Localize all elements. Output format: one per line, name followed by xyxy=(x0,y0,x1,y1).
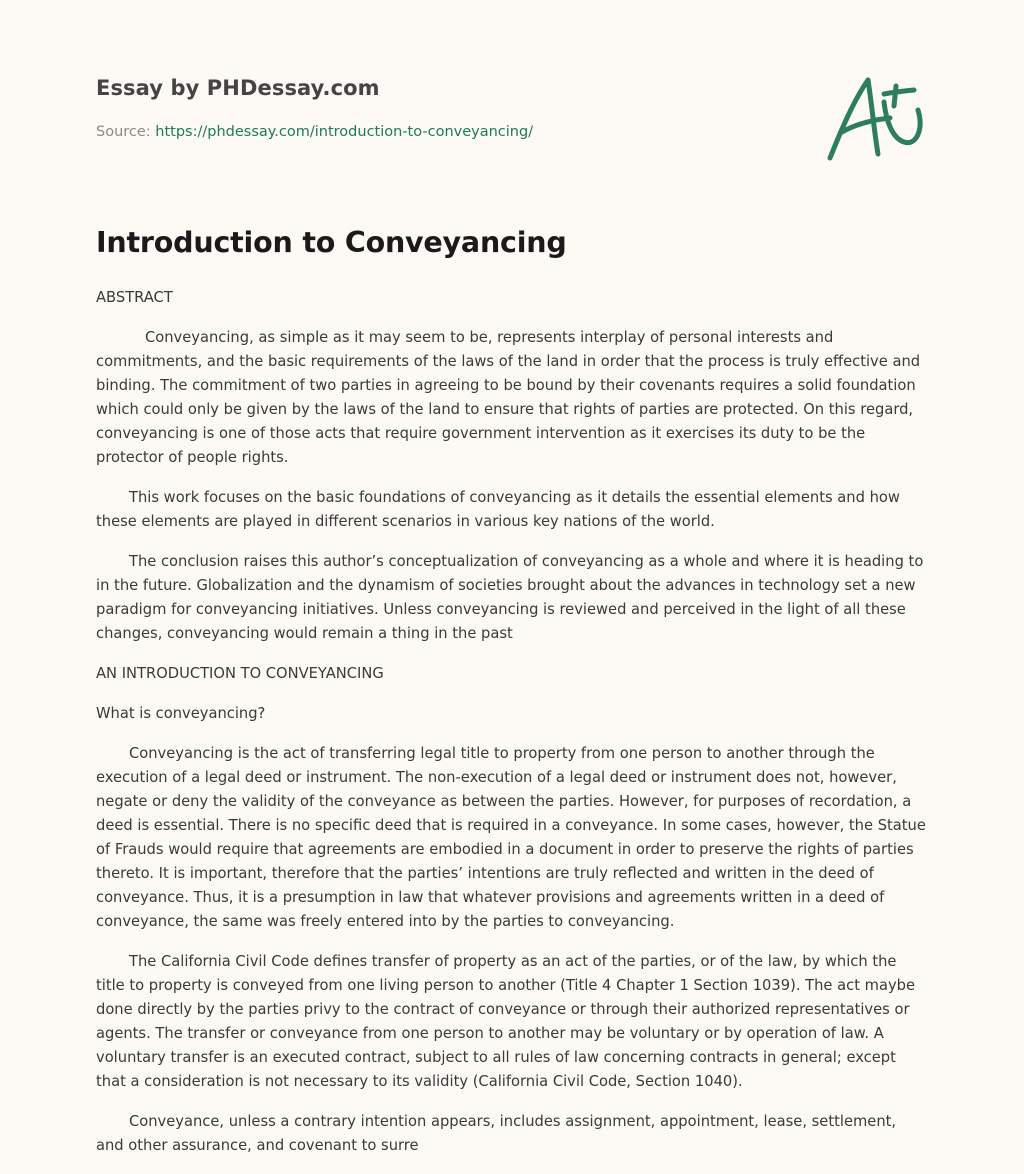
subheading-what-is-conveyancing: What is conveyancing? xyxy=(96,705,266,722)
paragraph: Conveyancing, as simple as it may seem to be, represents interplay of personal interests and commitments, and the basic requirements of the laws of the land in order that the process is truly effective and binding. The commitment of two parties in agreeing to be bound by their covenants requires a solid foundation which could only be given by the laws of the land to ensure that rights of parties are protected. On this regard, conveyancing is one of those acts that require government intervention as it exercises its duty to be the protector of people rights. xyxy=(96,329,921,466)
a-plus-logo-icon xyxy=(822,66,932,166)
paragraph: This work focuses on the basic foundations of conveyancing as it details the essential elements and how these elements are played in different scenarios in various key nations of the world. xyxy=(96,489,900,530)
section-heading-introduction: AN INTRODUCTION TO CONVEYANCING xyxy=(96,665,384,682)
source-label: Source: xyxy=(96,124,156,140)
paragraph: Conveyancing is the act of transferring legal title to property from one person to another through the execution of a legal deed or instrument. The non-execution of a legal deed or instrument does not, however, negate or deny the validity of the conveyance as between the parties. However, for purposes of recordation, a deed is essential. There is no specific deed that is required in a conveyance. In some cases, however, the Statue of Frauds would require that agreements are embodied in a document in order to preserve the rights of parties thereto. It is important, therefore that the parties’ intentions are truly reflected and written in the deed of conveyance. Thus, it is a presumption in law that whatever provisions and agreements written in a deed of conveyance, the same was freely entered into by the parties to conveyancing. xyxy=(96,745,926,930)
source-link[interactable]: https://phdessay.com/introduction-to-conveyancing/ xyxy=(155,124,534,140)
paragraph: Conveyance, unless a contrary intention appears, includes assignment, appointment, lease, settlement, and other assurance, and covenant to surre xyxy=(96,1113,897,1154)
section-heading-abstract: ABSTRACT xyxy=(96,289,173,306)
paragraph: The conclusion raises this author’s conceptualization of conveyancing as a whole and where it is heading to in the future. Globalization and the dynamism of societies brought about the advances in technology set a new paradigm for conveyancing initiatives. Unless conveyancing is reviewed and perceived in the light of all these changes, conveyancing would remain a thing in the past xyxy=(96,553,924,642)
document-title: Introduction to Conveyancing xyxy=(96,226,567,259)
document-body xyxy=(96,286,928,1174)
source-line xyxy=(96,124,533,140)
site-title: Essay by PHDessay.com xyxy=(96,76,380,100)
paragraph: The California Civil Code defines transfer of property as an act of the parties, or of the law, by which the title to property is conveyed from one living person to another (Title 4 Chapter 1 Section 1039). The act maybe done directly by the parties privy to the contract of conveyance or through their authorized representatives or agents. The transfer or conveyance from one person to another may be voluntary or by operation of law. A voluntary transfer is an executed contract, subject to all rules of law concerning contracts in general; except that a consideration is not necessary to its validity (California Civil Code, Section 1040). xyxy=(96,953,915,1090)
